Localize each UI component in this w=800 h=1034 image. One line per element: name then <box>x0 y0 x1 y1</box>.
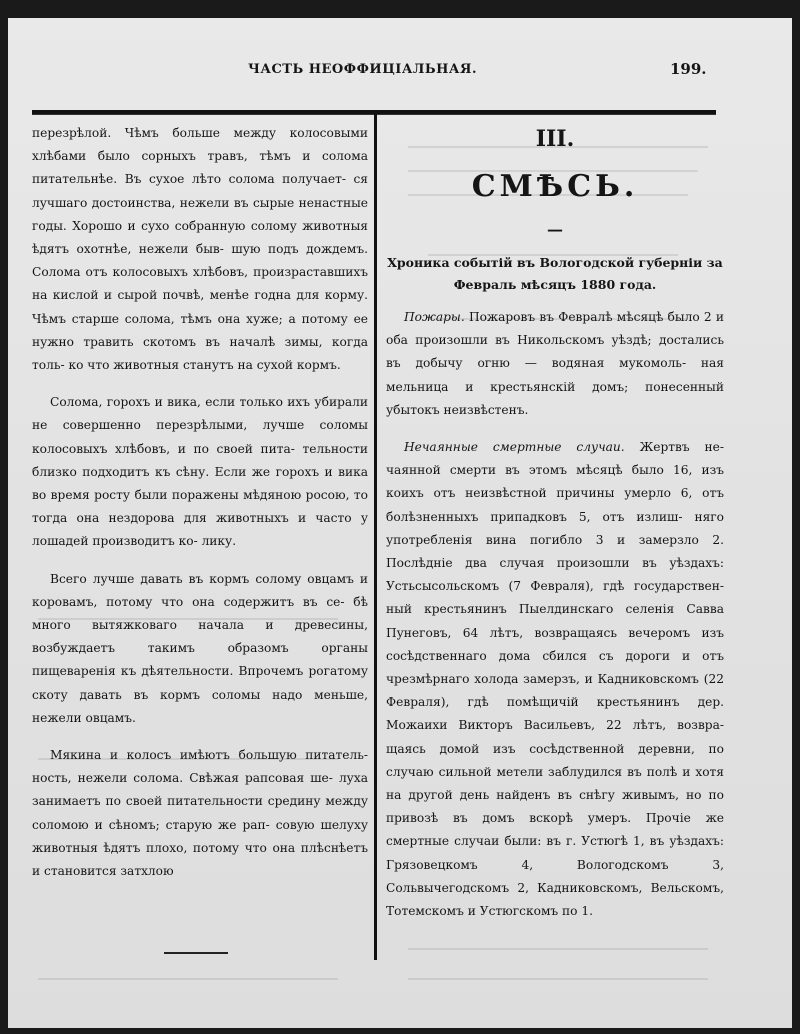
section-numeral: III. <box>535 126 575 152</box>
deaths-lead: Нечаянные смертные случаи. <box>404 440 625 455</box>
title-dash: — <box>547 220 563 239</box>
fires-paragraph <box>386 306 724 422</box>
left-paragraph-2: Солома, горохъ и вика, если только ихъ убирали не совершенно перезрѣлыми, лучше соломы колосовыхъ хлѣбовъ, и по своей пита- тельности близко подходитъ къ сѣну. Если же горохъ и вика во время росту были поражены мѣдяною росою, то тогда она нездорова для животныхъ и часто у лошадей производитъ ко- лику. <box>32 395 368 549</box>
chronicle-heading: Хроника событій въ Вологодской губерніи за Февраль мѣсяцъ 1880 года. <box>387 255 723 292</box>
fires-text: Пожаровъ въ Февралѣ мѣсяцѣ было 2 и оба произошли въ Никольскомъ уѣздѣ; достались въ добычу огню — водяная мукомоль- ная мельница и крестьянскій домъ; понесенный убытокъ неизвѣстенъ. <box>386 310 724 417</box>
deaths-text: Жертвъ не- чаянной смерти въ этомъ мѣсяцѣ было 16, изъ коихъ отъ неизвѣстной причины умерло 6, отъ болѣзненныхъ припадковъ 5, отъ излиш- няго употребленія вина погибло 3 и замерзло 2. Послѣдніе два случая произошли въ уѣздахъ: Устьсысольскомъ (7 Февраля), гдѣ государствен- ный крестьянинъ Пыелдинскаго селенія Савва Пунеговъ, 64 лѣтъ, возвращаясь вечеромъ изъ сосѣдственнаго дома сбился съ дороги и отъ чрезмѣрнаго холода замерзъ, и Кадниковскомъ (22 Февраля), гдѣ помѣщичій крестьянинъ дер. Можаихи Викторъ Васильевъ, 22 лѣтъ, возвра- щаясь домой изъ сосѣдственной деревни, по случаю сильной метели заблудился въ полѣ и хотя на другой день найденъ въ снѣгу живымъ, но по привозѣ въ домъ вскорѣ умеръ. Прочіе же смертные случаи были: въ г. Устюгѣ 1, въ уѣздахъ: Грязовецкомъ 4, Вологодскомъ 3, Сольвычегодскомъ 2, Кадниковскомъ, Вельскомъ, Тотемскомъ и Устюгскомъ по 1. <box>386 440 724 919</box>
left-column <box>32 122 368 883</box>
column-divider <box>374 114 377 960</box>
deaths-paragraph <box>386 436 724 923</box>
fires-lead: Пожары. <box>404 310 465 324</box>
section-title: СМѢСЬ. <box>471 169 639 204</box>
page-number: 199. <box>670 60 707 78</box>
left-paragraph-4: Мякина и колосъ имѣютъ большую питатель- ность, нежели солома. Свѣжая рапсовая ше- луха занимаетъ по своей питательности средину между соломою и сѣномъ; старую же рап- совую шелуху животныя ѣдятъ плохо, потому что она плѣснѣетъ и становится затхлою <box>32 748 368 879</box>
document-page <box>8 18 792 1028</box>
end-ornament-rule <box>164 952 228 954</box>
right-column <box>386 122 724 923</box>
running-header: ЧАСТЬ НЕОФФИЦІАЛЬНАЯ. <box>248 62 478 77</box>
left-paragraph-1: перезрѣлой. Чѣмъ больше между колосовыми хлѣбами было сорныхъ травъ, тѣмъ и солома питательнѣе. Въ сухое лѣто солома получает- ся лучшаго достоинства, нежели въ сырые ненастные годы. Хорошо и сухо собранную солому животныя ѣдятъ охотнѣе, нежели быв- шую подъ дождемъ. Солома отъ колосовыхъ хлѣбовъ, произраставшихъ на кислой и сырой почвѣ, менѣе годна для корму. Чѣмъ старше солома, тѣмъ она хуже; а потому ее нужно травить скотомъ въ началѣ зимы, когда толь- ко что животныя станутъ на сухой кормъ. <box>32 126 368 373</box>
left-paragraph-3: Всего лучше давать въ кормъ солому овцамъ и коровамъ, потому что она содержитъ въ се- бѣ много вытяжковаго начала и древесины, возбуждаетъ такимъ образомъ органы пищеваренія къ дѣятельности. Впрочемъ рогатому скоту давать въ кормъ соломы надо меньше, нежели овцамъ. <box>32 571 368 725</box>
